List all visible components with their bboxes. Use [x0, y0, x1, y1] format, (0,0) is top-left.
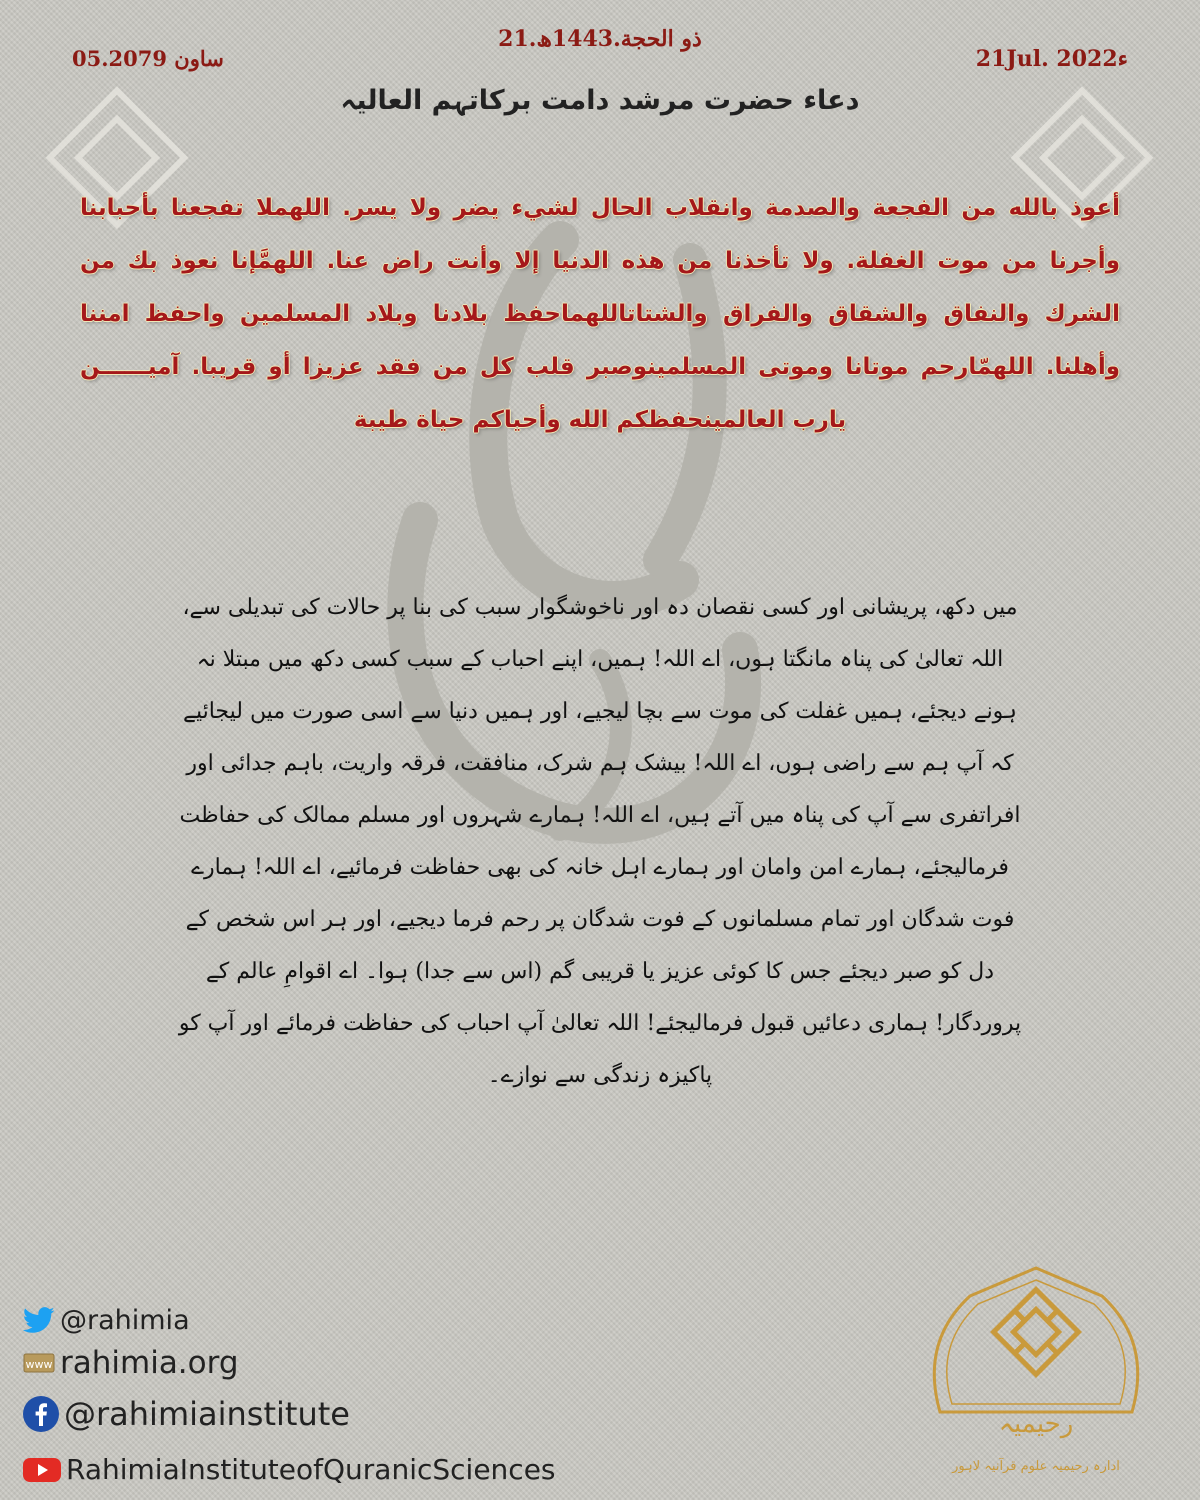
rahimia-logo	[902, 1262, 1170, 1490]
logo-subtitle: ادارہ رحیمیہ علوم قرآنیہ لاہور	[952, 1459, 1120, 1474]
gregorian-date: 21Jul. 2022ء	[975, 46, 1128, 72]
website-label: rahimia.org	[60, 1345, 239, 1381]
twitter-icon	[22, 1307, 56, 1335]
facebook-label: @rahimiainstitute	[64, 1395, 350, 1433]
twitter-handle[interactable]	[22, 1305, 190, 1336]
youtube-label: RahimiaInstituteofQuranicSciences	[66, 1453, 556, 1486]
youtube-icon	[22, 1456, 62, 1484]
local-date: 05.ساون 2079	[72, 46, 224, 71]
facebook-handle[interactable]	[22, 1395, 350, 1433]
globe-icon	[22, 1351, 56, 1375]
website-link[interactable]	[22, 1345, 239, 1381]
arabic-dua-text: أعوذ بالله من الفجعة والصدمة وانقلاب الحال لشيء يضر ولا يسر. اللهملا تفجعنا بأحبابنا وأجرنا من موت الغفلة. ولا تأخذنا من هذه الدنيا إلا وأنت راض عنا. اللهمَّإنا نعوذ بك من الشرك والنفاق والشقاق والفراق والشتاتاللهماحفظ بلادنا وبلاد المسلمين واحفظ امننا وأهلنا. اللهمّارحم موتانا وموتى المسلمينوصبر قلب كل من فقد عزيزا أو قريبا. آميــــــن يارب العالمينحفظكم الله وأحياكم حياة طيبة	[80, 195, 1120, 433]
urdu-translation-text: میں دکھ، پریشانی اور کسی نقصان دہ اور ناخوشگوار سبب کی بنا پر حالات کی تبدیلی سے، اللہ تعالیٰ کی پناہ مانگتا ہوں، اے اللہ! ہمیں، اپنے احباب کے سبب کسی دکھ میں مبتلا نہ ہونے دیجئے، ہمیں غفلت کی موت سے بچا لیجیے، اور ہمیں دنیا سے اسی صورت میں لیجائیے کہ آپ ہم سے راضی ہوں، اے اللہ! بیشک ہم شرک، منافقت، فرقہ واریت، باہم جدائی اور افراتفری سے آپ کی پناہ میں آتے ہیں، اے اللہ! ہمارے شہروں اور مسلم ممالک کی حفاظت فرمالیجئے، ہمارے امن وامان اور ہمارے اہل خانہ کی بھی حفاظت فرمائیے، اے اللہ! ہمارے فوت شدگان اور تمام مسلمانوں کے فوت شدگان پر رحم فرما دیجیے، اور ہر اس شخص کے دل کو صبر دیجئے جس کا کوئی عزیز یا قریبی گم (اس سے جدا) ہوا۔ اے اقوامِ عالم کے پروردگار! ہماری دعائیں قبول فرمالیجئے! اللہ تعالیٰ آپ احباب کی حفاظت فرمائے اور آپ کو پاکیزہ زندگی سے نوازے۔	[178, 595, 1022, 1088]
logo-name: رحیمیہ	[998, 1409, 1074, 1439]
facebook-icon	[22, 1395, 60, 1433]
hijri-date: 21.ذو الحجة.1443ھ	[498, 26, 702, 52]
svg-text:www: www	[25, 1358, 53, 1371]
twitter-label: @rahimia	[60, 1305, 190, 1336]
youtube-channel[interactable]	[22, 1453, 556, 1486]
page-title: دعاء حضرت مرشد دامت برکاتہم العالیہ	[340, 85, 860, 116]
